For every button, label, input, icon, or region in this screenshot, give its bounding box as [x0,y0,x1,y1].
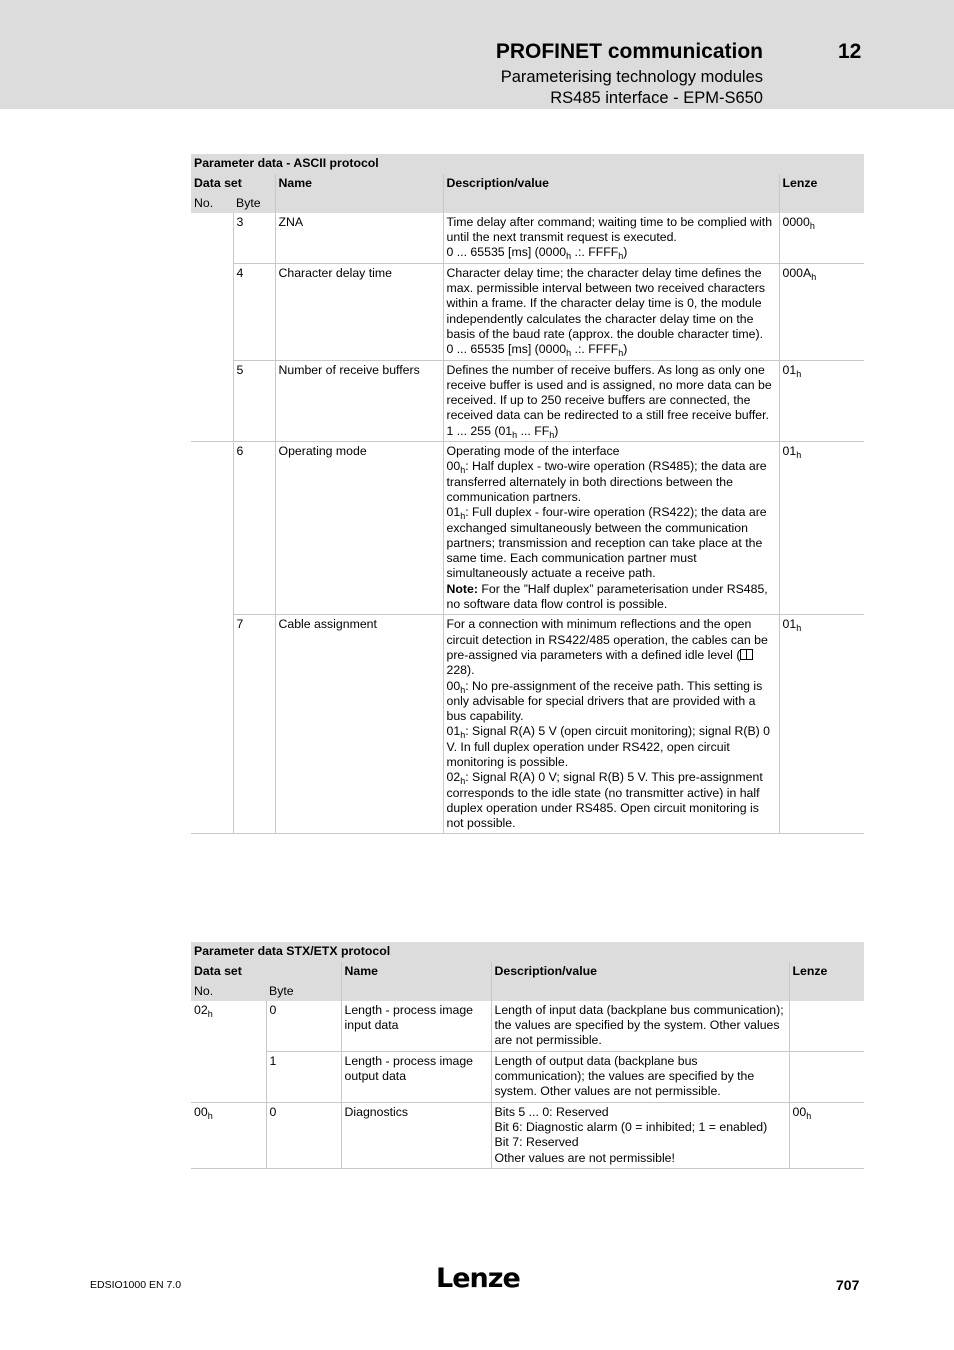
lenze-default-cell: $01_h$ [779,442,864,615]
col-header-lenze: Lenze [779,174,864,213]
table-caption: Parameter data - ASCII protocol [191,154,864,174]
name-cell: Cable assignment [275,615,443,834]
description-cell: Defines the number of receive buffers. As long as only one receive buffer is used and is assigned, no more data can be received. If up to 250 receive buffers are connected, the received data can be redirected to a still free receive buffer. 1 ... 255 ($01_h$ ... $FF_h$) [443,360,779,441]
dataset-no-cell [191,360,233,441]
header-band [0,0,954,109]
description-cell: Length of input data (backplane bus communication); the values are specified by the system. Other values are not permissible. [491,1001,789,1051]
col-header-description: Description/value [443,174,779,213]
subsection-subtitle: RS485 interface - EPM-S650 [550,89,763,107]
byte-cell: 7 [233,615,275,834]
byte-cell: 3 [233,213,275,263]
name-cell: Diagnostics [341,1102,491,1168]
dataset-no-cell [191,615,233,834]
col-header-dataset: Data set [191,962,341,981]
col-header-no: No. [191,194,233,213]
document-id: EDSIO1000 EN 7.0 [90,1279,182,1291]
lenze-default-cell: $01_h$ [779,615,864,834]
lenze-default-cell [789,1051,864,1102]
dataset-no-cell: $02_h$ [194,1002,213,1019]
dataset-no-cell [191,1051,266,1102]
name-cell: Length - process image input data [341,1001,491,1051]
description-cell: Length of output data (backplane bus communication); the values are specified by the system. Other values are not permissible. [491,1051,789,1102]
ascii-parameter-table [191,154,864,834]
byte-cell: 5 [233,360,275,441]
dataset-no-cell [191,442,233,615]
col-header-no: No. [191,982,266,1001]
description-cell: Operating mode of the interface $00_h$: Half duplex - two-wire operation (RS485); the data are transferred alternately in both directions between the communication partners. $01_h$: Full duplex - four-wire operation (RS422); the data are exchanged simultaneously between the communication partners; transmission and reception can take place at the same time. Each communication partner must simultaneously actuate a receive path. Note: For the ”Half duplex” parameterisation under RS485, no software data flow control is possible. [443,442,779,615]
lenze-default-cell: $0000_h$ [779,213,864,263]
col-header-dataset: Data set [191,174,275,193]
lenze-logo: Lenze [436,1263,520,1294]
col-header-name: Name [275,174,443,213]
byte-cell: 4 [233,263,275,360]
lenze-default-cell [789,1001,864,1051]
table-row [191,360,864,441]
book-reference-icon [740,649,753,660]
table-row [191,442,864,615]
col-header-name: Name [341,962,491,1001]
lenze-default-cell: $01_h$ [779,360,864,441]
section-subtitle: Parameterising technology modules [500,68,763,86]
description-cell: Time delay after command; waiting time to be complied with until the next transmit request is executed. 0 ... 65535 [ms] ($0000_h$ .:. $FFFF_h$) [443,213,779,263]
page-title: PROFINET communication [495,40,763,63]
chapter-number: 12 [838,40,862,63]
name-cell: Number of receive buffers [275,360,443,441]
name-cell: Length - process image output data [341,1051,491,1102]
dataset-no-cell: $00_h$ [191,1102,266,1168]
table-caption: Parameter data STX/ETX protocol [191,942,864,962]
dataset-no-cell [191,263,233,360]
col-header-byte: Byte [266,982,341,1001]
name-cell: Operating mode [275,442,443,615]
table-row [191,1051,864,1102]
table-row [191,1001,864,1051]
page-number: 707 [836,1277,860,1293]
byte-cell: 1 [266,1051,341,1102]
table-row [191,1102,864,1168]
table-row [191,263,864,360]
col-header-byte: Byte [233,194,275,213]
byte-cell: 6 [233,442,275,615]
col-header-lenze: Lenze [789,962,864,1001]
name-cell: ZNA [275,213,443,263]
dataset-no-cell [191,213,233,263]
col-header-description: Description/value [491,962,789,1001]
byte-cell: 0 [266,1001,341,1051]
description-cell: Character delay time; the character delay time defines the max. permissible interval between two received characters within a frame. If the character delay time is 0, the module independently calculates the character delay time on the basis of the baud rate (approx. the double character time). 0 ... 65535 [ms] ($0000_h$ .:. $FFFF_h$) [443,263,779,360]
byte-cell: 0 [266,1102,341,1168]
stx-etx-parameter-table [191,942,864,1169]
lenze-default-cell: $000A_h$ [779,263,864,360]
table-row [191,615,864,834]
description-cell: For a connection with minimum reflections and the open circuit detection in RS422/485 operation, the cables can be pre-assigned via parameters with a defined idle level ( 228). $00_h$: No pre-assignment of the receive path. This setting is only advisable for special drivers that are provided with a bus capability. $01_h$: Signal R(A) 5 V (open circuit monitoring); signal R(B) 0 V. In full duplex operation under RS422, open circuit monitoring is possible. $02_h$: Signal R(A) 0 V; signal R(B) 5 V. This pre-assignment corresponds to the idle state (no transmitter active) in half duplex operation under RS485. Open circuit monitoring is not possible. [443,615,779,834]
description-cell: Bits 5 ... 0: Reserved Bit 6: Diagnostic alarm (0 = inhibited; 1 = enabled) Bit 7: Reserved Other values are not permissible! [491,1102,789,1168]
lenze-default-cell: $00_h$ [789,1102,864,1168]
name-cell: Character delay time [275,263,443,360]
table-row [191,213,864,263]
